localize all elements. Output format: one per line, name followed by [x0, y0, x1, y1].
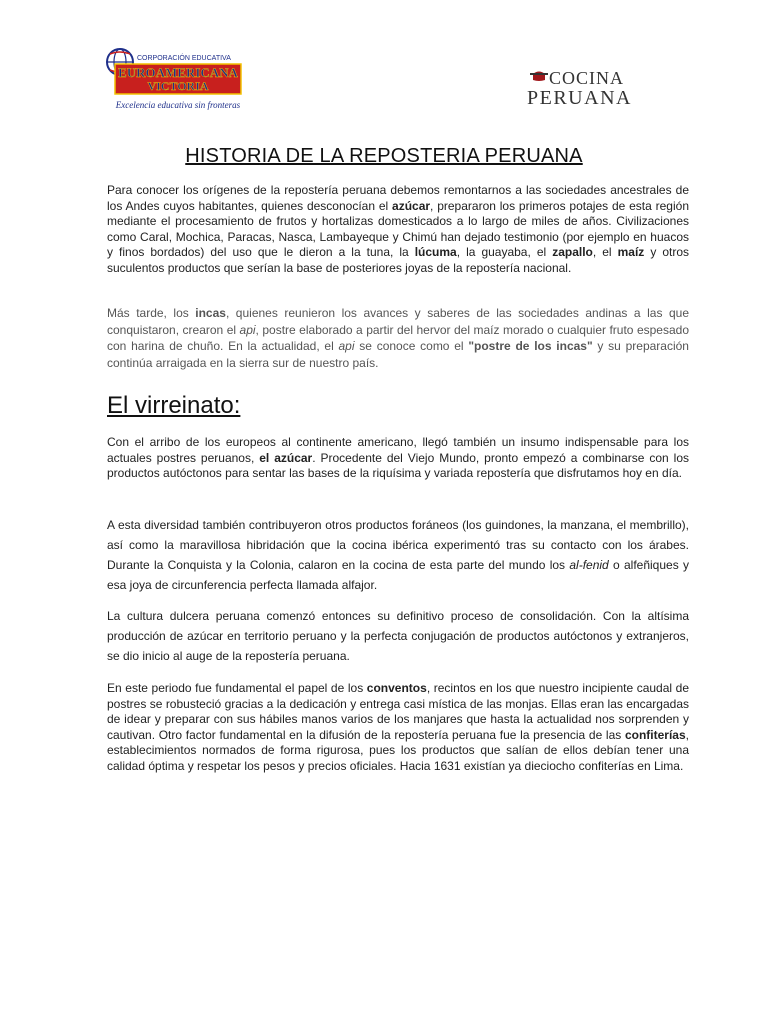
paragraph-origins: [107, 183, 689, 276]
p1-text-a: Para conocer los orígenes de la repostería peruana debemos remontarnos a las sociedades ancestrales de los Andes cuyos habitantes, quienes desconocían el: [107, 183, 689, 213]
p2-text-e: , postre elaborado a partir del hervor del maíz morado o cualquier fruto espesado con harina de chuño. En la actualidad, el: [107, 322, 690, 353]
p6-text-a: En este periodo fue fundamental el papel de los: [107, 681, 367, 695]
p6-text-e: , establecimientos normados de forma rigurosa, pues los productos que salían de ellos debían tener una calidad óptima y respetar los pesos y precios oficiales. Hacia 1631 existían ya dieciocho confiterías en Lima.: [107, 727, 689, 773]
logo-line1: EUROAMERICANA: [118, 65, 238, 80]
logo-peruana: PERUANA: [527, 87, 632, 108]
p1-lucuma: lúcuma: [414, 245, 457, 259]
euroamericana-logo: [103, 44, 253, 116]
p4-text-a: A esta diversidad también contribuyeron otros productos foráneos (los guindones, la manzana, el membrillo), así como la maravillosa hibridación que la cocina ibérica experimentó tras su contacto con los árabes. Durante la Conquista y la Colonia, calaron en la cocina de esta parte del mundo los: [107, 518, 689, 572]
p1-azucar: azúcar: [392, 198, 431, 213]
p1-text-c: , prepararon los primeros potajes de esta región mediante el procesamiento de frutos y hortalizas domesticados a lo largo de miles de años. Civilizaciones como Caral, Mochica, Paracas, Nasca, Lambayeque y Chimú han dejado testimonio (por ejemplo en huacos y finos bordados) del uso que le dieron a la tuna, la: [107, 198, 689, 259]
logo-slogan: Excelencia educativa sin fronteras: [115, 100, 241, 110]
p1-maiz: maíz: [617, 245, 645, 259]
p2-postre-incas: "postre de los incas": [468, 339, 593, 353]
cocina-peruana-logo: [525, 68, 655, 108]
p4-text-c: o alfeñiques y esa joya de circunferencia perfecta llamada alfajor.: [107, 558, 689, 592]
logo-cocina: COCINA: [549, 68, 625, 88]
p4-al-fenid: al-fenid: [569, 558, 609, 572]
p3-azucar: el azúcar: [259, 450, 313, 465]
paragraph-diversidad: [107, 515, 689, 595]
p3-text-a: Con el arribo de los europeos al continente americano, llegó también un insumo indispensable para los actuales postres peruanos,: [107, 435, 689, 465]
logo-line2: VICTORIA: [147, 79, 209, 93]
p2-api-2: api: [338, 339, 355, 353]
section-title-virreinato: El virreinato:: [107, 392, 241, 419]
p3-text-c: . Procedente del Viejo Mundo, pronto empezó a combinarse con los productos autóctonos para sentar las bases de la riquísima y variada repostería que disfrutamos hoy en día.: [107, 450, 689, 480]
logo-top-text: CORPORACIÓN EDUCATIVA: [137, 55, 231, 62]
paragraph-cultura-dulcera: La cultura dulcera peruana comenzó entonces su definitivo proceso de consolidación. Con la altísima producción de azúcar en territorio peruano y la perfecta conjugación de productos autóctonos y extranjeros, se dio inicio al auge de la repostería peruana.: [107, 609, 689, 663]
p2-text-a: Más tarde, los: [107, 306, 196, 320]
paragraph-europeos: [107, 435, 689, 482]
p1-text-g: , el: [592, 245, 618, 259]
page-title: HISTORIA DE LA REPOSTERIA PERUANA: [185, 145, 583, 167]
p1-text-e: , la guayaba, el: [456, 245, 553, 259]
p2-api: api: [239, 322, 256, 337]
p2-text-c: , quienes reunieron los avances y saberes de las sociedades andinas a las que conquistaron, crearon el: [107, 306, 689, 337]
p1-text-i: y otros suculentos productos que serían la base de posteriores joyas de la repostería nacional.: [107, 245, 690, 275]
p6-confiterias: confiterías: [624, 727, 686, 742]
paragraph-conventos: [107, 681, 689, 774]
p2-text-g: se conoce como el: [354, 339, 469, 353]
p1-zapallo: zapallo: [552, 245, 593, 259]
p2-text-i: y su preparación continúa arraigada en la sierra sur de nuestro país.: [107, 339, 689, 370]
pot-icon: [530, 72, 548, 82]
paragraph-incas: [107, 305, 689, 371]
p6-text-c: , recintos en los que nuestro incipiente caudal de postres se robusteció gracias a la dedicación y entrega casi mística de las monjas. Ellas eran las encargadas de idear y preparar con sus hábiles manos varios de los manjares que hasta la actualidad nos sorprenden y cautivan. Otro factor fundamental en la difusión de la repostería peruana fue la presencia de las: [107, 681, 690, 742]
p6-conventos: conventos: [366, 681, 427, 695]
p2-incas: incas: [195, 306, 226, 320]
